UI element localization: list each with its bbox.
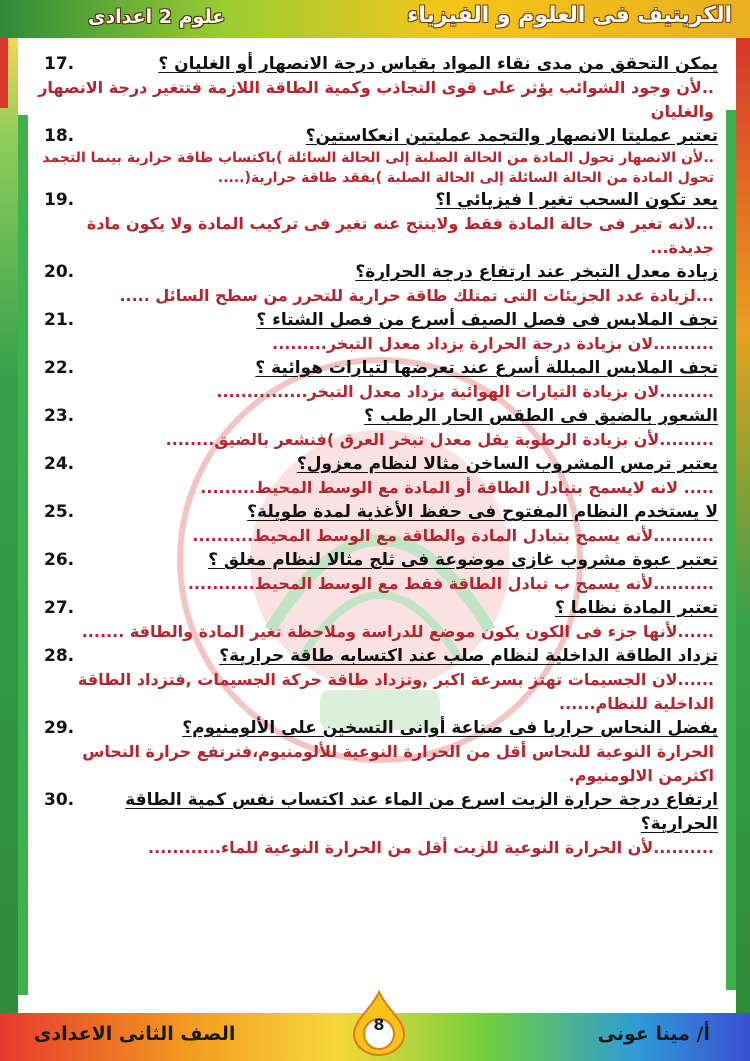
question-item — [38, 308, 718, 356]
question-line — [38, 644, 718, 668]
question-item — [38, 52, 718, 124]
question-line — [38, 716, 718, 740]
question-line — [38, 52, 718, 76]
questions-list — [38, 52, 718, 860]
question-text: تزداد الطاقة الداخلية لنظام صلب عند اكتسابه طاقة حرارية؟ — [219, 646, 718, 666]
question-line — [38, 500, 718, 524]
question-number: 21. — [44, 310, 75, 330]
question-item — [38, 452, 718, 500]
footer-grade: الصف الثانى الاعدادى — [34, 1023, 236, 1045]
question-line — [38, 452, 718, 476]
question-text: تعتبر عمليتا الانصهار والتجمد عمليتين انعكاستين؟ — [305, 126, 718, 146]
answer-text: الحرارة النوعية للنحاس أقل من الحرارة النوعية للألومنيوم،فترتفع حرارة النحاس اكثرمن الالومنيوم. — [82, 742, 714, 785]
question-item — [38, 188, 718, 260]
answer-text: ...لزيادة عدد الجزيئات التى تمتلك طاقة حرارية للتحرر من سطح السائل ..... — [119, 286, 714, 305]
right-border — [736, 38, 750, 1013]
question-text: تعتبر المادة نظاما ؟ — [554, 598, 718, 618]
header-subject: علوم 2 اعدادى — [88, 6, 226, 28]
question-text: يمكن التحقق من مدى نقاء المواد بقياس درجة الانصهار أو الغليان ؟ — [158, 54, 718, 74]
question-text: تجف الملابس المبللة أسرع عند تعرضها لتيارات هوائية ؟ — [255, 358, 718, 378]
header-title: الكريتيف فى العلوم و الفيزياء — [407, 3, 732, 28]
answer-text: ..... لانه لايسمح بتبادل الطاقة أو المادة مع الوسط المحيط......... — [200, 478, 714, 497]
question-text: الشعور بالضيق فى الطقس الحار الرطب ؟ — [364, 406, 718, 426]
question-number: 18. — [44, 126, 75, 146]
question-item — [38, 716, 718, 788]
question-number: 22. — [44, 358, 75, 378]
question-line — [38, 596, 718, 620]
question-number: 25. — [44, 502, 75, 522]
question-line — [38, 404, 718, 428]
question-number: 29. — [44, 718, 75, 738]
left-border — [0, 38, 18, 1013]
question-item — [38, 356, 718, 404]
question-line — [38, 308, 718, 332]
page-number: 8 — [373, 1015, 385, 1034]
question-number: 24. — [44, 454, 75, 474]
question-number: 19. — [44, 190, 75, 210]
question-number: 20. — [44, 262, 75, 282]
answer-text: ..........لان بزيادة درجة الحرارة يزداد معدل التبخر......... — [272, 334, 714, 353]
question-item — [38, 788, 718, 860]
question-text: زيادة معدل التبخر عند ارتفاع درجة الحرارة؟ — [355, 262, 718, 282]
left-border-accent — [0, 38, 8, 108]
answer-text: ..........لأن الحرارة النوعية للزيت أقل من الحرارة النوعية للماء............ — [148, 838, 714, 857]
question-number: 28. — [44, 646, 75, 666]
question-item — [38, 260, 718, 308]
question-item — [38, 124, 718, 188]
answer-text: .........لأن بزيادة الرطوبة يقل معدل تبخر العرق )فنشعر بالضيق........ — [165, 430, 714, 449]
question-text: يعتبر ترمس المشروب الساخن مثالا لنظام معزول؟ — [296, 454, 718, 474]
answer-text: ...لانه تغير فى حالة المادة فقط ولاينتج عنه تغير فى تركيب المادة ولا يكون مادة جديدة... — [86, 214, 714, 257]
question-line — [38, 124, 718, 148]
question-text: يفضل النحاس حراريا فى صناعة أوانى التسخين على الألومنيوم؟ — [182, 718, 718, 738]
question-number: 17. — [44, 54, 75, 74]
answer-text: ..لأن الانصهار تحول المادة من الحالة الصلبة إلى الحالة السائلة )باكتساب طاقة حرارية بينما التجمد تحول المادة من الحالة السائلة إلى الحالة الصلبة )بفقد طاقة حرارية(..... — [42, 150, 714, 186]
question-line — [38, 188, 718, 212]
footer-teacher: أ/ مينا عونى — [597, 1023, 710, 1045]
question-line — [38, 260, 718, 284]
question-text: يعد تكون السحب تغير ا فيزيائي ا؟ — [435, 190, 718, 210]
question-number: 23. — [44, 406, 75, 426]
question-item — [38, 404, 718, 452]
answer-text: ..لأن وجود الشوائب يؤثر على قوى التجاذب وكمية الطاقة اللازمة فتتغير درجة الانصهار والغليان — [38, 78, 714, 121]
answer-text: ..........لأنه يسمح بتبادل المادة والطاقة مع الوسط المحيط.......... — [192, 526, 714, 545]
question-item — [38, 596, 718, 644]
question-text: ارتفاع درجة حرارة الزيت اسرع من الماء عند اكتساب نفس كمية الطاقة الحرارية؟ — [125, 790, 718, 834]
answer-text: ......لأنها جزء فى الكون يكون موضع للدراسة وملاحظة تغير المادة والطاقة ....... — [81, 622, 714, 641]
question-line — [38, 788, 718, 836]
question-text: لا يستخدم النظام المفتوح فى حفظ الأغذية لمدة طويلة؟ — [247, 502, 718, 522]
question-line — [38, 356, 718, 380]
right-inner-border — [726, 110, 736, 990]
answer-text: .........لان بزيادة التيارات الهوائية يزداد معدل التبخر............... — [216, 382, 714, 401]
header-band — [0, 0, 750, 38]
answer-text: ..........لأنه يسمح ب تبادل الطاقة فقط مع الوسط المحيط........... — [187, 574, 714, 593]
answer-text: ......لان الجسيمات تهتز بسرعة اكبر ,وتزداد طاقة حركة الجسيمات ,فتزداد الطاقة الداخلية للنظام...... — [77, 670, 714, 713]
question-item — [38, 548, 718, 596]
question-text: تجف الملابس فى فصل الصيف أسرع من فصل الشتاء ؟ — [256, 310, 718, 330]
question-item — [38, 500, 718, 548]
question-number: 26. — [44, 550, 75, 570]
question-line — [38, 548, 718, 572]
left-inner-border — [18, 115, 28, 995]
question-number: 30. — [44, 790, 75, 810]
question-number: 27. — [44, 598, 75, 618]
question-item — [38, 644, 718, 716]
question-text: تعتبر عبوة مشروب غازى موضوعة فى ثلج مثالا لنظام مغلق ؟ — [208, 550, 718, 570]
